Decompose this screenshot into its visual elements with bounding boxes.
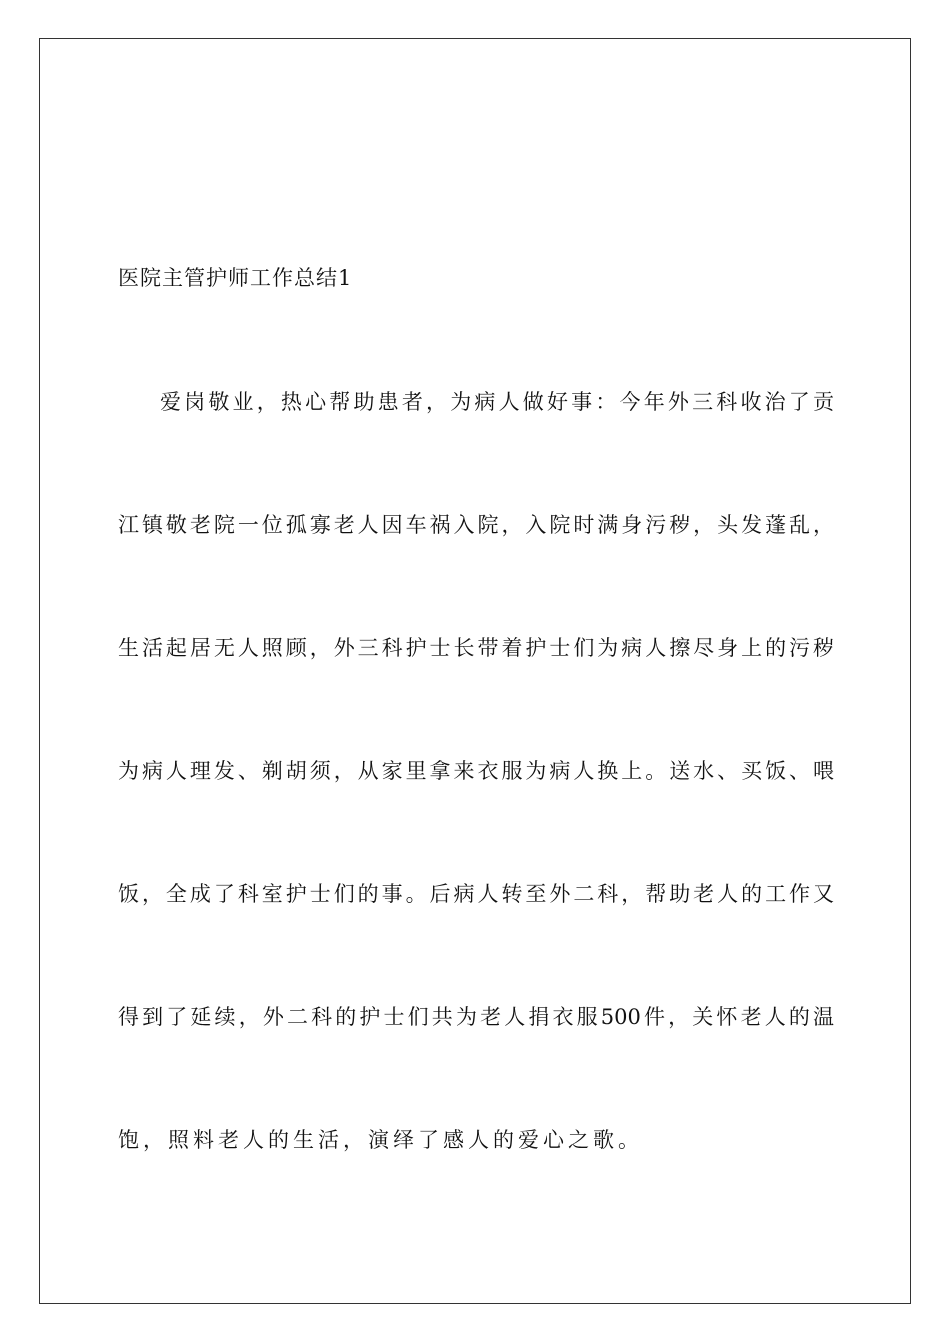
paragraph-line-4: 为病人理发、剃胡须，从家里拿来衣服为病人换上。送水、买饭、喂: [118, 759, 834, 783]
paragraph-line-7: 饱，照料老人的生活，演绎了感人的爱心之歌。: [118, 1128, 643, 1152]
paragraph-line-1: 爱岗敬业，热心帮助患者，为病人做好事：今年外三科收治了贡: [160, 390, 834, 414]
paragraph-line-2: 江镇敬老院一位孤寡老人因车祸入院，入院时满身污秽，头发蓬乱，: [118, 513, 834, 537]
page-border: [39, 38, 911, 1304]
paragraph-line-5: 饭，全成了科室护士们的事。后病人转至外二科，帮助老人的工作又: [118, 882, 834, 906]
document-title: 医院主管护师工作总结1: [118, 266, 353, 290]
paragraph-line-6: 得到了延续，外二科的护士们共为老人捐衣服500件，关怀老人的温: [118, 1005, 834, 1029]
paragraph-line-3: 生活起居无人照顾，外三科护士长带着护士们为病人擦尽身上的污秽: [118, 636, 834, 660]
